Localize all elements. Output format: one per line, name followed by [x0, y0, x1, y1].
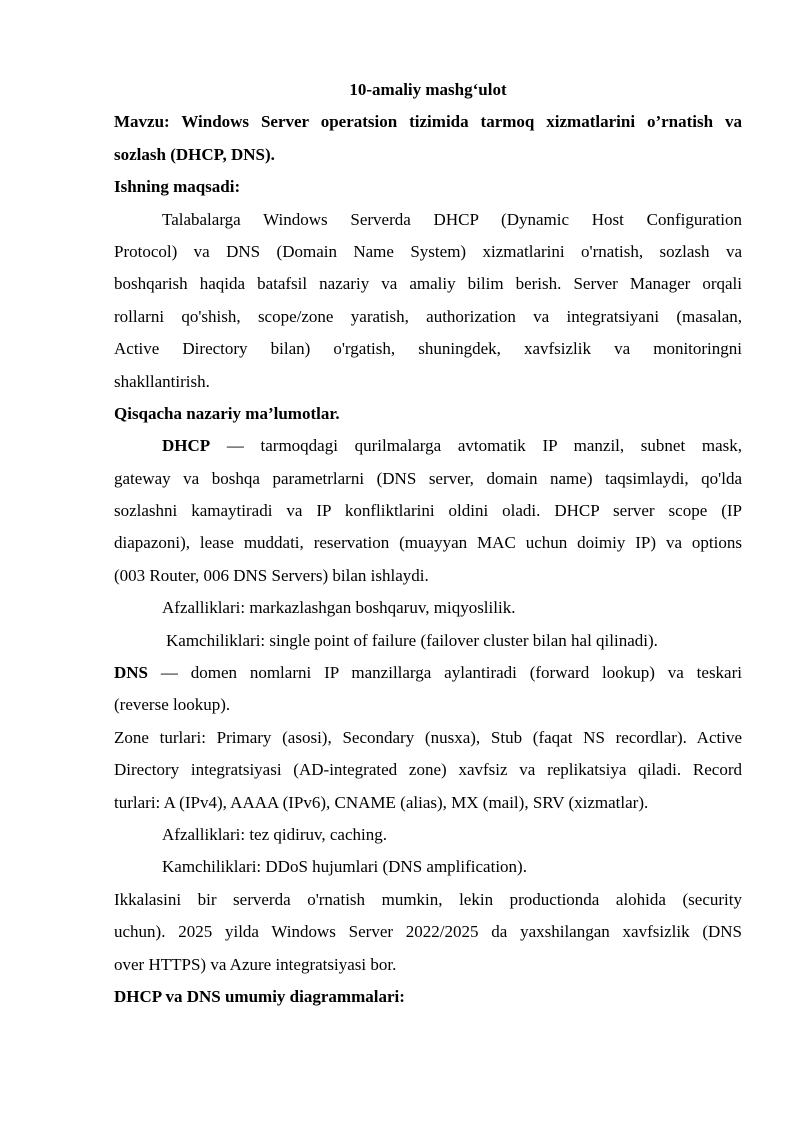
zone-paragraph-line: turlari: A (IPv4), AAAA (IPv6), CNAME (alias), MX (mail), SRV (xizmatlar).	[114, 792, 649, 812]
goal-heading: Ishning maqsadi:	[114, 177, 241, 197]
closing-paragraph-line: over HTTPS) va Azure integratsiyasi bor.	[114, 954, 397, 974]
dns-cons: Kamchiliklari: DDoS hujumlari (DNS amplification).	[162, 857, 527, 877]
topic-line-2: sozlash (DHCP, DNS).	[114, 144, 275, 164]
dhcp-term: DHCP	[162, 436, 211, 456]
dns-definition: — domen nomlarni IP manzillarga aylantiradi (forward lookup) va teskari	[148, 663, 742, 683]
diagram-heading: DHCP va DNS umumiy diagrammalari:	[114, 986, 405, 1006]
goal-paragraph-line: boshqarish haqida batafsil nazariy va amaliy bilim berish. Server Manager orqali	[114, 274, 742, 294]
zone-paragraph-line: Zone turlari: Primary (asosi), Secondary (nusxa), Stub (faqat NS recordlar). Active	[114, 727, 742, 747]
dns-paragraph-line: (reverse lookup).	[114, 695, 231, 715]
dhcp-definition: — tarmoqdagi qurilmalarga avtomatik IP manzil, subnet mask,	[210, 436, 742, 456]
goal-paragraph-line: Active Directory bilan) o'rgatish, shuningdek, xavfsizlik va monitoringni	[114, 339, 742, 359]
page-title: 10-amaliy mashg‘ulot	[349, 80, 507, 99]
closing-paragraph-line: uchun). 2025 yilda Windows Server 2022/2025 da yaxshilangan xavfsizlik (DNS	[114, 922, 742, 942]
topic-line-1: Mavzu: Windows Server operatsion tizimida tarmoq xizmatlarini o’rnatish va	[114, 112, 742, 132]
goal-paragraph-line: shakllantirish.	[114, 371, 210, 391]
dhcp-cons: Kamchiliklari: single point of failure (failover cluster bilan hal qilinadi).	[166, 630, 658, 650]
theory-heading: Qisqacha nazariy ma’lumotlar.	[114, 403, 340, 423]
dhcp-paragraph-line: sozlashni kamaytiradi va IP konfliktlarini oldini oladi. DHCP server scope (IP	[114, 501, 742, 521]
zone-paragraph-line: Directory integratsiyasi (AD-integrated zone) xavfsiz va replikatsiya qiladi. Record	[114, 760, 742, 780]
dhcp-paragraph-line: diapazoni), lease muddati, reservation (muayyan MAC uchun doimiy IP) va options	[114, 533, 742, 553]
goal-paragraph-line: Protocol) va DNS (Domain Name System) xizmatlarini o'rnatish, sozlash va	[114, 241, 742, 261]
dns-term: DNS	[114, 663, 149, 683]
dns-pros: Afzalliklari: tez qidiruv, caching.	[162, 824, 388, 844]
closing-paragraph-line: Ikkalasini bir serverda o'rnatish mumkin, lekin productionda alohida (security	[114, 889, 742, 909]
dhcp-paragraph-line: gateway va boshqa parametrlarni (DNS server, domain name) taqsimlaydi, qo'lda	[114, 468, 742, 488]
dns-paragraph-line	[114, 657, 742, 689]
document-body	[114, 74, 742, 1013]
dhcp-paragraph-line	[114, 430, 742, 462]
dhcp-paragraph-line: (003 Router, 006 DNS Servers) bilan ishlaydi.	[114, 565, 429, 585]
goal-paragraph-line: Talabalarga Windows Serverda DHCP (Dynamic Host Configuration	[162, 209, 742, 229]
dhcp-pros: Afzalliklari: markazlashgan boshqaruv, miqyoslilik.	[162, 598, 516, 618]
goal-paragraph-line: rollarni qo'shish, scope/zone yaratish, authorization va integratsiyani (masalan,	[114, 306, 742, 326]
